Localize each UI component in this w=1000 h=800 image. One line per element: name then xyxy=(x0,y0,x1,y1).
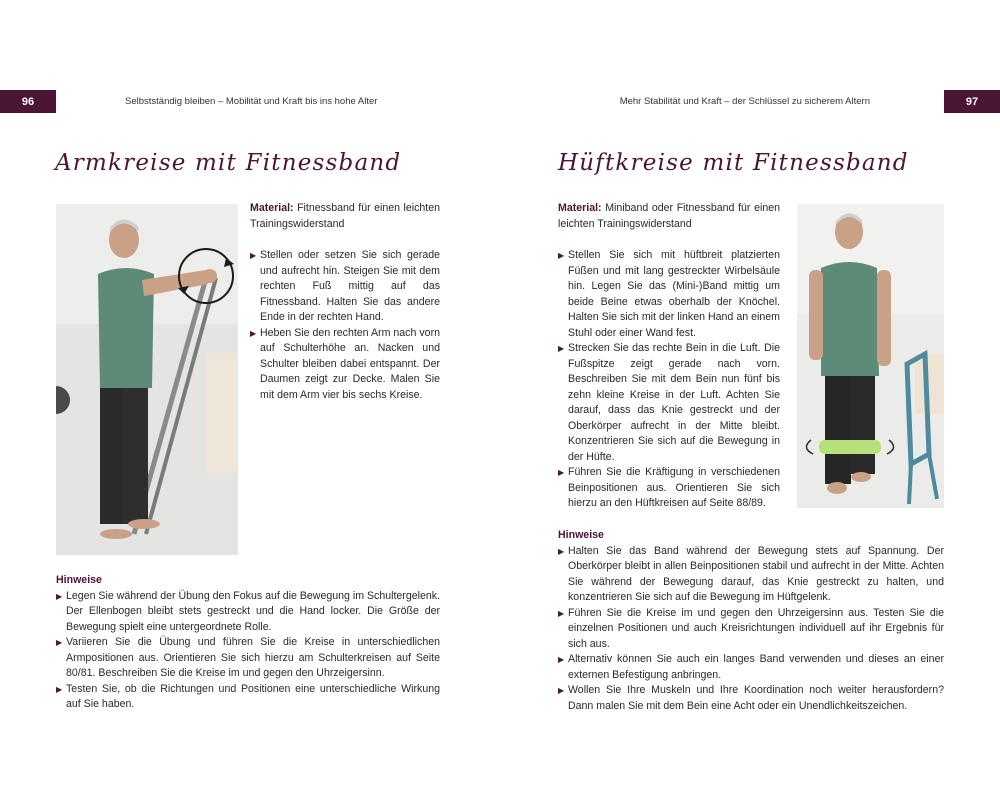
right-hints xyxy=(558,528,944,714)
right-step-text: Führen Sie die Kräftigung in verschiedenen Beinpositionen aus. Orientieren Sie sich hierzu an den Hüftkreisen auf Seite 88/89. xyxy=(568,466,780,509)
left-hint-item: ▶ Testen Sie, ob die Richtungen und Positionen eine unterschiedliche Wirkung auf Sie haben. xyxy=(56,682,440,713)
left-steps xyxy=(250,248,440,403)
left-hint-item: ▶ Legen Sie während der Übung den Fokus auf die Bewegung im Schultergelenk. Der Ellenbogen bleibt stets gestreckt und die Hand locker. Die Größe der Bewegung spielt eine untergeordnete Rolle. xyxy=(56,589,440,636)
right-exercise-title: Hüftkreise mit Fitnessband xyxy=(558,150,909,176)
left-step-text: Heben Sie den rechten Arm nach vorn auf Schulterhöhe an. Nacken und Schulter bleiben dabei entspannt. Der Daumen zeigt zur Decke. Malen Sie mit dem Arm vier bis sechs Kreise. xyxy=(260,326,440,401)
right-step-text: Strecken Sie das rechte Bein in die Luft. Die Fußspitze zeigt gerade nach vorn. Beschreiben Sie mit dem Bein nun fünf bis zehn kleine Kreise in der Luft. Achten Sie darauf, dass das Knie gestreckt und der Oberkörper aufrecht in der Mitte bleibt. Konzentrieren Sie sich auf die Bewegung in der Hüfte. xyxy=(568,342,780,463)
left-hints xyxy=(56,573,440,713)
right-hint-text: Wollen Sie Ihre Muskeln und Ihre Koordination noch weiter herausfordern? Dann malen Sie mit dem Bein eine Acht oder ein Unendlichkeitszeichen. xyxy=(568,684,944,712)
right-hint-text: Halten Sie das Band während der Bewegung stets auf Spannung. Der Oberkörper bleibt in allen Beinpositionen stabil und aufrecht in der Mitte. Achten Sie während der Bewegung darauf, das Knie gestreckt zu halten, und konzentrieren Sie sich auf die Bewegung im Hüftgelenk. xyxy=(568,544,944,603)
left-hint-item: ▶ Variieren Sie die Übung und führen Sie die Kreise in unterschiedlichen Armpositionen aus. Orientieren Sie sich hierzu am Schulterkreisen auf Seite 80/81. Beschreiben Sie die Kreise im und gegen den Uhrzeigersinn. xyxy=(56,635,440,682)
right-hint-item: ▶ Führen Sie die Kreise im und gegen den Uhrzeigersinn aus. Testen Sie die einzelnen Positionen und auch Kreisrichtungen individuell auf ihr Ergebnis für sich aus. xyxy=(558,606,944,653)
right-hint-item: ▶ Halten Sie das Band während der Bewegung stets auf Spannung. Der Oberkörper bleibt in allen Beinpositionen stabil und aufrecht in der Mitte. Achten Sie während der Bewegung darauf, das Knie gestreckt zu halten, und konzentrieren Sie sich auf die Bewegung im Hüftgelenk. xyxy=(558,544,944,606)
left-running-title: Selbstständig bleiben – Mobilität und Kraft bis ins hohe Alter xyxy=(125,96,378,107)
right-step-item: ▶ Führen Sie die Kräftigung in verschiedenen Beinpositionen aus. Orientieren Sie sich hierzu an den Hüftkreisen auf Seite 88/89. xyxy=(558,465,780,512)
right-hint-item: ▶ Alternativ können Sie auch ein langes Band verwenden und dieses an einer externen Befestigung anbringen. xyxy=(558,652,944,683)
right-hint-item: ▶ Wollen Sie Ihre Muskeln und Ihre Koordination noch weiter herausfordern? Dann malen Sie mit dem Bein eine Acht oder ein Unendlichkeitszeichen. xyxy=(558,683,944,714)
left-exercise-title: Armkreise mit Fitnessband xyxy=(55,150,402,176)
left-page-number: 96 xyxy=(0,90,56,113)
right-material-label: Material: xyxy=(558,202,602,214)
right-material-text: Miniband oder Fitnessband für einen leichten Trainingswiderstand xyxy=(558,202,780,230)
hip-circles-photo xyxy=(797,204,944,508)
arm-circles-photo xyxy=(56,204,238,555)
right-hint-text: Führen Sie die Kreise im und gegen den Uhrzeigersinn aus. Testen Sie die einzelnen Positionen und auch Kreisrichtungen individuell auf ihr Ergebnis für sich aus. xyxy=(568,606,944,650)
left-step-item: ▶ Stellen oder setzen Sie sich gerade und aufrecht hin. Steigen Sie mit dem rechten Fuß mittig auf das Fitnessband. Halten Sie das andere Ende in der rechten Hand. xyxy=(250,248,440,326)
left-hint-text: Legen Sie während der Übung den Fokus auf die Bewegung im Schultergelenk. Der Ellenbogen bleibt stets gestreckt und die Hand locker. Die Größe der Bewegung spielt eine untergeordnete Rolle. xyxy=(66,589,440,633)
left-step-text: Stellen oder setzen Sie sich gerade und aufrecht hin. Steigen Sie mit dem rechten Fuß mittig auf das Fitnessband. Halten Sie das andere Ende in der rechten Hand. xyxy=(260,249,440,323)
left-hint-text: Variieren Sie die Übung und führen Sie die Kreise in unterschiedlichen Armpositionen aus. Orientieren Sie sich hierzu am Schulterkreisen auf Seite 80/81. Beschreiben Sie die Kreise im und gegen den Uhrzeigersinn. xyxy=(66,636,440,679)
left-material xyxy=(250,201,440,232)
left-material-label: Material: xyxy=(250,202,294,214)
right-running-title: Mehr Stabilität und Kraft – der Schlüssel zu sicherem Altern xyxy=(619,96,870,107)
right-material xyxy=(558,201,780,232)
right-steps xyxy=(558,248,780,512)
right-page-number: 97 xyxy=(944,90,1000,113)
hip-circles-illustration xyxy=(797,204,944,508)
arm-circles-illustration xyxy=(56,204,238,555)
right-step-text: Stellen Sie sich mit hüftbreit platzierten Füßen und mit lang gestreckter Wirbelsäule hin. Legen Sie das (Mini-)Band mittig um beide Beine etwas oberhalb der Knöchel. Halten Sie sich mit der linken Hand an einem Stuhl oder einer Wand fest. xyxy=(568,249,780,339)
right-hint-text: Alternativ können Sie auch ein langes Band verwenden und dieses an einer externen Befestigung anbringen. xyxy=(568,653,944,681)
right-step-item: ▶ Stellen Sie sich mit hüftbreit platzierten Füßen und mit lang gestreckter Wirbelsäule hin. Legen Sie das (Mini-)Band mittig um beide Beine etwas oberhalb der Knöchel. Halten Sie sich mit der linken Hand an einem Stuhl oder einer Wand fest. xyxy=(558,248,780,341)
right-step-item: ▶ Strecken Sie das rechte Bein in die Luft. Die Fußspitze zeigt gerade nach vorn. Beschreiben Sie mit dem Bein nun fünf bis zehn kleine Kreise in der Luft. Achten Sie darauf, dass das Knie gestreckt und der Oberkörper aufrecht in der Mitte bleibt. Konzentrieren Sie sich auf die Bewegung in der Hüfte. xyxy=(558,341,780,465)
left-step-item: ▶ Heben Sie den rechten Arm nach vorn auf Schulterhöhe an. Nacken und Schulter bleiben dabei entspannt. Der Daumen zeigt zur Decke. Malen Sie mit dem Arm vier bis sechs Kreise. xyxy=(250,326,440,404)
left-hint-text: Testen Sie, ob die Richtungen und Positionen eine unterschiedliche Wirkung auf Sie haben. xyxy=(66,682,440,710)
right-hints-title: Hinweise xyxy=(558,529,604,541)
left-material-text: Fitnessband für einen leichten Trainingswiderstand xyxy=(250,202,440,230)
left-hints-title: Hinweise xyxy=(56,574,102,586)
